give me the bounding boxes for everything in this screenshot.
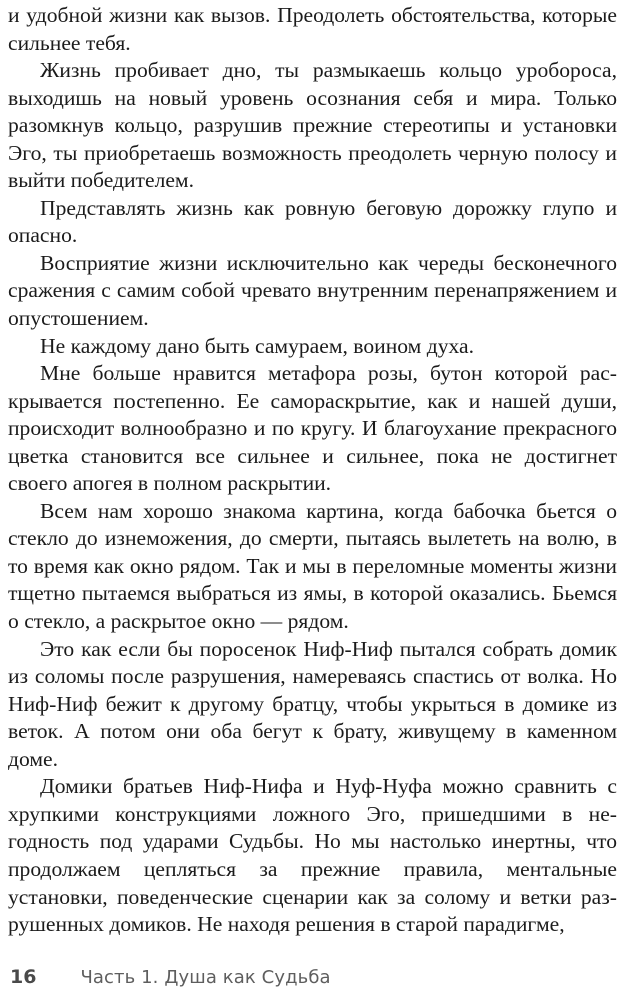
- paragraph: Это как если бы поросенок Ниф-Ниф пытался собрать домик из соломы после разрушения, намереваясь спастись от волка. Но Ниф-Ниф бежит к другому братцу, чтобы укрыться в домике из веток. А потом они оба бегут к брату, живущему в каменном доме.: [8, 636, 617, 771]
- paragraph: Жизнь пробивает дно, ты размыкаешь кольцо уробороса, выходишь на новый уровень осознания себя и мира. Только разомкнув кольцо, разрушив прежние стереотипы и установки Эго, ты приобретаешь возможность преодолеть черную полосу и выйти победителем.: [8, 58, 617, 193]
- paragraph: Восприятие жизни исключительно как череды бесконечного сражения с самим собой чревато внутренним перенапряжением и опустошением.: [8, 250, 617, 331]
- page-number: 16: [10, 966, 37, 988]
- paragraph: Мне больше нравится метафора розы, бутон которой раскрывается постепенно. Ее самораскрытие, как и нашей души, происходит волнообразно и по кругу. И благоухание прекрасного цветка становится все сильнее и сильнее, пока не достигнет своего апогея в полном раскрытии.: [8, 361, 617, 496]
- page-footer: [10, 966, 331, 994]
- paragraph: Представлять жизнь как ровную беговую дорожку глупо и опасно.: [8, 195, 617, 248]
- running-head: Часть 1. Душа как Судьба: [80, 967, 331, 988]
- paragraph: Не каждому дано быть самураем, воином духа.: [40, 333, 474, 358]
- paragraph: Всем нам хорошо знакома картина, когда бабочка бьется о стекло до изнеможения, до смерти, пытаясь вылететь на волю, в то время как окно рядом. Так и мы в переломные моменты жизни тщетно пытаемся выбраться из ямы, в которой оказались. Бьемся о стекло, а раскрытое окно — рядом.: [8, 498, 617, 634]
- page-body-text: [8, 2, 617, 939]
- paragraph-continued: и удобной жизни как вызов. Преодолеть обстоятельства, которые сильнее тебя.: [8, 3, 617, 55]
- paragraph: Домики братьев Ниф-Нифа и Нуф-Нуфа можно сравнить с хрупкими конструкциями ложного Эго, пришедшими в негодность под ударами Судьбы. Но мы настолько инертны, что продолжаем цепляться за прежние правила, ментальные установки, поведенческие сценарии как за солому и ветки разрушенных домиков. Не находя решения в старой парадигме,: [8, 774, 617, 937]
